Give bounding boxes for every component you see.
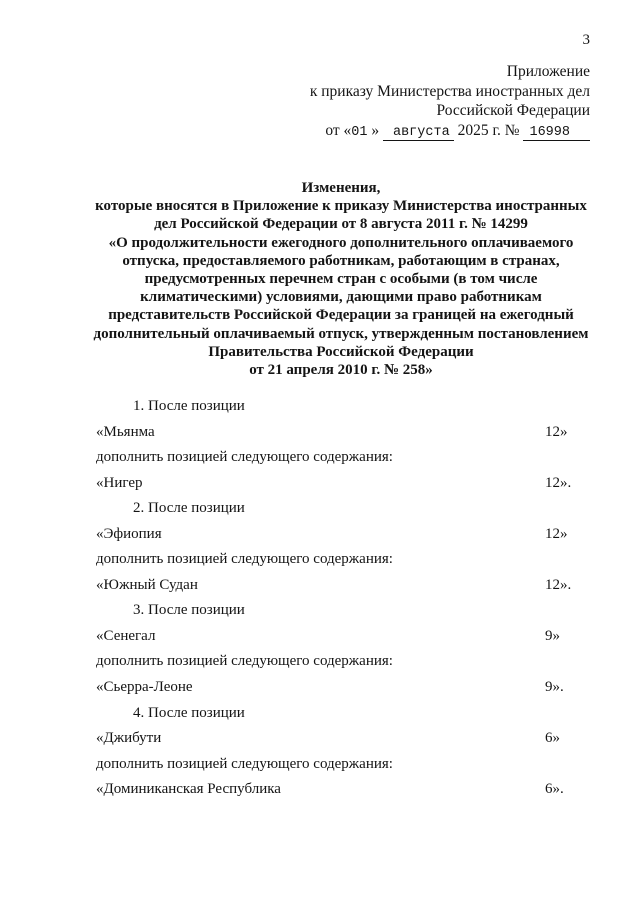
days-value: 12». (545, 474, 572, 491)
order-year: 2025 г. № (457, 121, 520, 139)
item-heading: 4. После позиции (133, 704, 245, 721)
ministry-country: Российской Федерации (436, 102, 590, 119)
title-line: Изменения, (301, 180, 381, 196)
days-value: 12» (545, 525, 568, 542)
amendment-item-4 (96, 701, 596, 803)
order-reference: к приказу Министерства иностранных дел (309, 82, 590, 100)
days-value: 12» (545, 423, 568, 440)
added-position (96, 573, 596, 599)
existing-position (96, 624, 596, 650)
added-position (96, 471, 596, 497)
added-position (96, 675, 596, 701)
item-instruction: дополнить позицией следующего содержания: (96, 449, 393, 466)
days-value: 6» (545, 730, 560, 747)
existing-position (96, 522, 596, 548)
amendment-item-3 (96, 598, 596, 700)
added-position (96, 777, 596, 803)
country-name: «Южный Судан (96, 576, 198, 593)
country-name: «Эфиопия (96, 525, 162, 542)
title-line: которые вносятся в Приложение к приказу Министерства иностранных (95, 198, 587, 215)
date-day-suffix: » (367, 121, 380, 139)
title-line: Правительства Российской Федерации (208, 343, 474, 360)
title-line: климатическими) условиями, дающими право работникам (140, 289, 542, 306)
order-number: 16998 (523, 125, 590, 141)
title-line: от 21 апреля 2010 г. № 258» (249, 362, 433, 379)
item-instruction: дополнить позицией следующего содержания: (96, 653, 393, 670)
days-value: 9» (545, 627, 560, 644)
item-instruction: дополнить позицией следующего содержания: (96, 551, 393, 568)
page-number: 3 (582, 32, 590, 48)
order-date-line (310, 121, 590, 143)
amendment-item-2 (96, 496, 596, 598)
country-name: «Сьерра-Леоне (96, 679, 193, 696)
title-line: предусмотренных перечнем стран с особыми (в том числе (144, 271, 538, 288)
title-line: дел Российской Федерации от 8 августа 2011 г. № 14299 (154, 216, 528, 233)
item-heading: 2. После позиции (133, 500, 245, 517)
amendment-item-1 (96, 394, 596, 496)
title-line: дополнительный оплачиваемый отпуск, утвержденным постановлением (93, 325, 589, 342)
item-heading: 3. После позиции (133, 602, 245, 619)
country-name: «Нигер (96, 474, 143, 491)
title-line: отпуска, предоставляемого работникам, работающим в странах, (122, 252, 560, 269)
order-day: 01 (351, 124, 368, 140)
appendix-label: Приложение (506, 63, 590, 80)
document-title (91, 179, 591, 379)
country-name: «Доминиканская Республика (96, 781, 281, 798)
amendments-list (96, 394, 596, 803)
days-value: 9». (545, 679, 564, 696)
item-instruction: дополнить позицией следующего содержания: (96, 755, 393, 772)
country-name: «Мьянма (96, 423, 155, 440)
title-line: «О продолжительности ежегодного дополнительного оплачиваемого (108, 234, 574, 251)
days-value: 6». (545, 781, 564, 798)
order-month: августа (383, 125, 454, 141)
country-name: «Сенегал (96, 627, 156, 644)
appendix-header (310, 62, 590, 142)
existing-position (96, 726, 596, 752)
item-heading: 1. После позиции (133, 398, 245, 414)
title-line: представительств Российской Федерации за границей на ежегодный (108, 307, 574, 324)
date-prefix: от « (325, 121, 352, 139)
days-value: 12». (545, 576, 572, 593)
existing-position (96, 420, 596, 446)
country-name: «Джибути (96, 730, 162, 747)
